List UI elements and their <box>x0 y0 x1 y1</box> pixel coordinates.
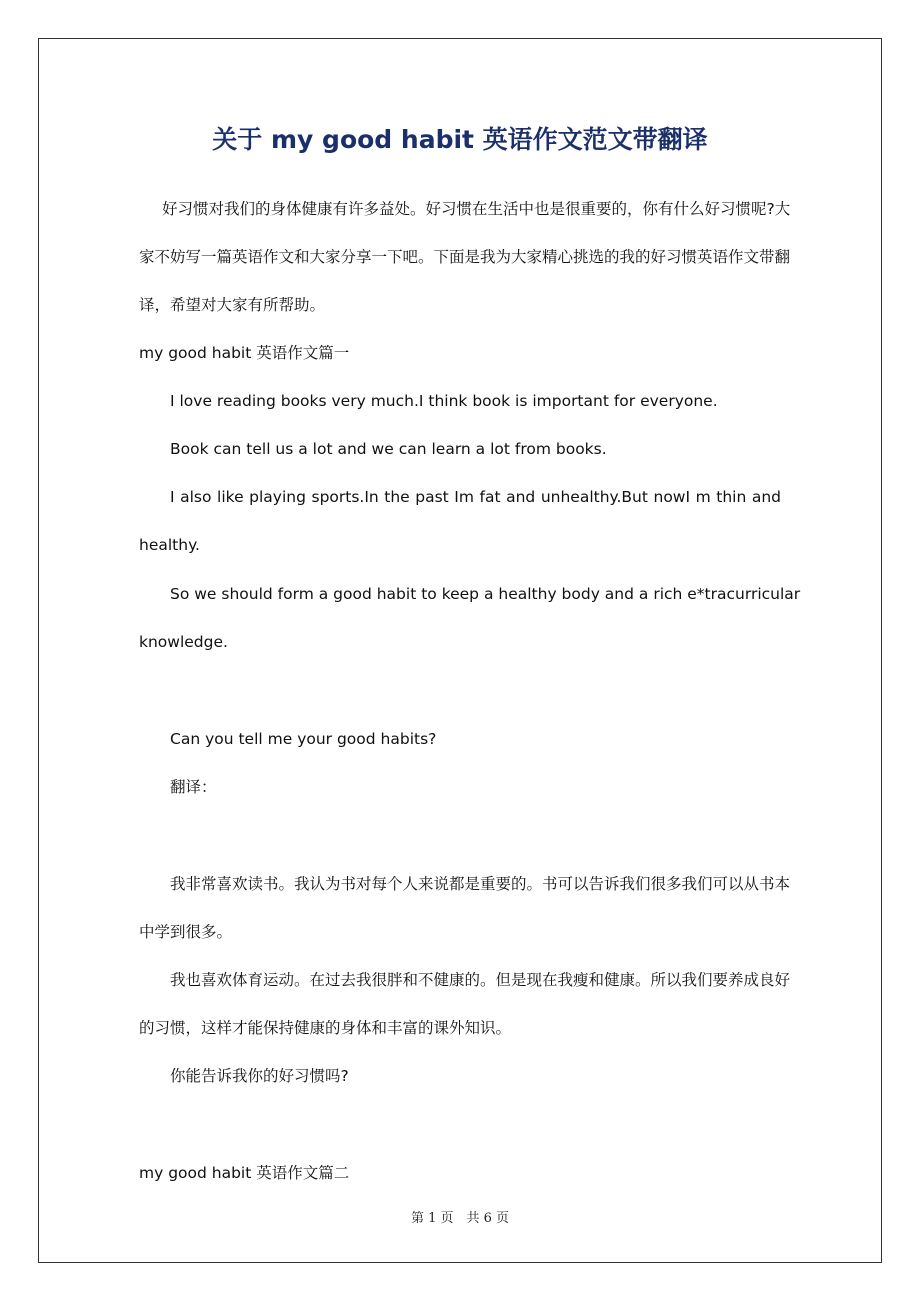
intro-line-3: 译，希望对大家有所帮助。 <box>139 296 326 314</box>
essay-line-7: Can you tell me your good habits? <box>170 730 437 748</box>
translation-label: 翻译： <box>170 778 217 796</box>
essay-line-1: I love reading books very much.I think book is important for everyone. <box>170 392 718 410</box>
translation-line-4: 的习惯，这样才能保持健康的身体和丰富的课外知识。 <box>139 1019 512 1037</box>
essay-line-3: I also like playing sports.In the past Im fat and unhealthy.But nowI m thin and <box>170 488 781 506</box>
translation-line-5: 你能告诉我你的好习惯吗? <box>170 1067 349 1085</box>
essay-line-2: Book can tell us a lot and we can learn a lot from books. <box>170 440 607 458</box>
translation-line-2: 中学到很多。 <box>139 923 233 941</box>
section-heading-1: my good habit 英语作文篇一 <box>139 344 350 362</box>
essay-line-6: knowledge. <box>139 633 228 651</box>
section-heading-2: my good habit 英语作文篇二 <box>139 1164 350 1182</box>
intro-line-1: 好习惯对我们的身体健康有许多益处。好习惯在生活中也是很重要的，你有什么好习惯呢?大 <box>162 200 791 218</box>
page-number: 第 1 页 共 6 页 <box>410 1211 510 1226</box>
translation-line-1: 我非常喜欢读书。我认为书对每个人来说都是重要的。书可以告诉我们很多我们可以从书本 <box>170 875 791 893</box>
essay-line-4: healthy. <box>139 536 200 554</box>
intro-line-2: 家不妨写一篇英语作文和大家分享一下吧。下面是我为大家精心挑选的我的好习惯英语作文带翻 <box>139 248 791 266</box>
document-title: 关于 my good habit 英语作文范文带翻译 <box>212 125 708 154</box>
essay-line-5: So we should form a good habit to keep a healthy body and a rich e*tracurricular <box>170 585 801 603</box>
translation-line-3: 我也喜欢体育运动。在过去我很胖和不健康的。但是现在我瘦和健康。所以我们要养成良好 <box>170 971 791 989</box>
